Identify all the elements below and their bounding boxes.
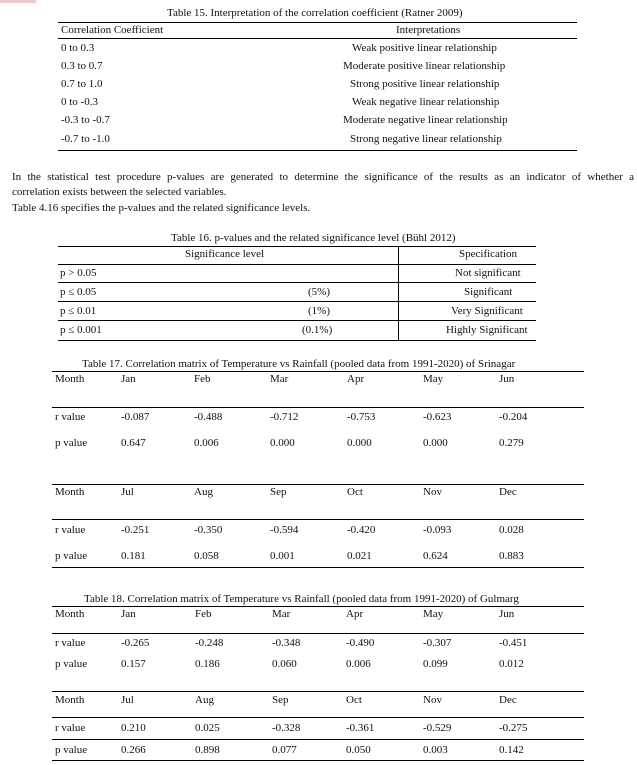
table-18-block-rule (52, 691, 584, 692)
table-18-r-value: -0.307 (423, 637, 452, 649)
table-17-r-value: -0.251 (121, 524, 150, 536)
table-17-r-value: -0.420 (347, 524, 376, 536)
table-18-r-value: -0.529 (423, 722, 452, 734)
table-17-month: Jun (499, 373, 515, 385)
table-17-p-value: 0.279 (499, 437, 524, 449)
table-17-month: Nov (423, 486, 442, 498)
table-15-coefficient: 0.7 to 1.0 (61, 78, 103, 90)
table-18-month: Sep (272, 694, 289, 706)
table-18-month-label: Month (55, 608, 85, 620)
table-16-bottom-rule (58, 340, 536, 341)
table-15-interpretation: Moderate positive linear relationship (343, 60, 506, 72)
table-18-r-value: -0.248 (195, 637, 224, 649)
table-17-bottom-rule (52, 567, 584, 568)
table-18-p-label: p value (55, 744, 88, 756)
table-15-header-rule (58, 38, 577, 39)
table-18-p-value: 0.099 (423, 658, 448, 670)
table-16-row-rule (58, 282, 536, 283)
table-16-caption: Table 16. p-values and the related significance level (Bühl 2012) (171, 232, 456, 244)
table-17-p-value: 0.058 (194, 550, 219, 562)
table-18-r-value: -0.361 (346, 722, 375, 734)
table-18-p-value: 0.012 (499, 658, 524, 670)
table-16-p-threshold: p ≤ 0.01 (60, 305, 97, 317)
table-16-percent: (0.1%) (302, 324, 333, 336)
table-18-row-rule (52, 739, 584, 740)
table-15-caption: Table 15. Interpretation of the correlation coefficient (Ratner 2009) (167, 7, 463, 19)
page-corner-mark (0, 0, 36, 3)
table-18-p-value: 0.077 (272, 744, 297, 756)
table-17-r-value: 0.028 (499, 524, 524, 536)
table-17-p-value: 0.000 (270, 437, 295, 449)
table-17-month: Mar (270, 373, 289, 385)
table-17-r-value: -0.712 (270, 411, 299, 423)
table-15-interpretation: Moderate negative linear relationship (343, 114, 508, 126)
table-18-p-value: 0.006 (346, 658, 371, 670)
table-16-specification: Highly Significant (446, 324, 528, 336)
table-15-interpretation: Weak positive linear relationship (352, 42, 497, 54)
table-17-p-value: 0.883 (499, 550, 524, 562)
table-17-p-label: p value (55, 437, 88, 449)
table-18-p-value: 0.003 (423, 744, 448, 756)
table-17-month-label: Month (55, 373, 85, 385)
table-17-month: Oct (347, 486, 363, 498)
table-18-r-label: r value (55, 722, 86, 734)
table-17-month: Jul (121, 486, 134, 498)
table-16-row-rule (58, 320, 536, 321)
table-18-p-value: 0.050 (346, 744, 371, 756)
table-17-p-value: 0.000 (347, 437, 372, 449)
table-18-bottom-rule (52, 760, 584, 761)
table-17-month: Feb (194, 373, 211, 385)
table-17-p-value: 0.006 (194, 437, 219, 449)
table-15-bottom-rule (58, 150, 577, 151)
table-16-specification: Very Significant (451, 305, 523, 317)
table-17-block-rule (52, 484, 584, 485)
table-16-p-threshold: p ≤ 0.001 (60, 324, 102, 336)
table-17-r-value: -0.093 (423, 524, 452, 536)
table-18-month: Dec (499, 694, 517, 706)
body-paragraph-line-3: Table 4.16 specifies the p-values and the related significance levels. (12, 202, 311, 214)
table-15-coefficient: 0 to 0.3 (61, 42, 95, 54)
table-17-month-label: Month (55, 486, 85, 498)
table-18-month: Jun (499, 608, 515, 620)
table-18-p-label: p value (55, 658, 88, 670)
table-15-interpretation: Strong positive linear relationship (350, 78, 500, 90)
table-17-header-rule (52, 519, 584, 520)
table-16-header-significance: Significance level (185, 248, 265, 260)
table-18-r-value: -0.328 (272, 722, 301, 734)
table-18-month: Jan (121, 608, 136, 620)
table-17-p-value: 0.647 (121, 437, 146, 449)
table-18-p-value: 0.898 (195, 744, 220, 756)
table-17-r-value: -0.594 (270, 524, 299, 536)
table-15-top-rule (58, 22, 577, 23)
table-15-header-interpretations: Interpretations (396, 24, 461, 36)
table-17-p-value: 0.000 (423, 437, 448, 449)
table-18-r-label: r value (55, 637, 86, 649)
table-18-month: Jul (121, 694, 134, 706)
table-18-r-value: -0.451 (499, 637, 528, 649)
table-16-percent: (1%) (308, 305, 330, 317)
table-15-coefficient: -0.3 to -0.7 (61, 114, 110, 126)
table-18-month: Aug (195, 694, 214, 706)
table-17-r-label: r value (55, 524, 86, 536)
table-16-percent: (5%) (308, 286, 330, 298)
table-17-r-value: -0.623 (423, 411, 452, 423)
table-17-r-value: -0.087 (121, 411, 150, 423)
body-paragraph-line-2: correlation exists between the selected variables. (12, 186, 227, 198)
table-18-month-label: Month (55, 694, 85, 706)
table-16-top-rule (58, 246, 536, 247)
table-18-r-value: -0.265 (121, 637, 150, 649)
table-17-r-value: -0.350 (194, 524, 223, 536)
table-17-p-value: 0.181 (121, 550, 146, 562)
table-18-p-value: 0.186 (195, 658, 220, 670)
table-16-column-divider (398, 246, 399, 341)
table-18-month: Apr (346, 608, 364, 620)
table-18-month: May (423, 608, 444, 620)
table-18-p-value: 0.142 (499, 744, 524, 756)
table-17-r-value: -0.488 (194, 411, 223, 423)
table-18-p-value: 0.060 (272, 658, 297, 670)
table-17-month: Aug (194, 486, 213, 498)
table-17-r-value: -0.204 (499, 411, 528, 423)
table-17-month: Sep (270, 486, 287, 498)
table-16-row-rule (58, 301, 536, 302)
table-18-r-value: 0.210 (121, 722, 146, 734)
table-17-top-rule (52, 371, 584, 372)
table-16-p-threshold: p > 0.05 (60, 267, 97, 279)
table-17-r-label: r value (55, 411, 86, 423)
table-18-r-value: 0.025 (195, 722, 220, 734)
table-18-month: Oct (346, 694, 362, 706)
table-17-p-label: p value (55, 550, 88, 562)
table-18-header-rule (52, 633, 584, 634)
table-18-r-value: -0.348 (272, 637, 301, 649)
table-17-p-value: 0.021 (347, 550, 372, 562)
table-17-month: Jan (121, 373, 136, 385)
table-18-p-value: 0.266 (121, 744, 146, 756)
table-15-header-coefficient: Correlation Coefficient (61, 24, 164, 36)
table-15-coefficient: -0.7 to -1.0 (61, 133, 110, 145)
table-18-month: Feb (195, 608, 212, 620)
table-18-p-value: 0.157 (121, 658, 146, 670)
table-17-month: Apr (347, 373, 365, 385)
body-paragraph-line-1: In the statistical test procedure p-values are generated to determine the significance of the results as an indicator of whether a (12, 171, 634, 183)
table-17-month: Dec (499, 486, 517, 498)
table-16-p-threshold: p ≤ 0.05 (60, 286, 97, 298)
table-15-interpretation: Strong negative linear relationship (350, 133, 502, 145)
table-16-header-rule (58, 264, 536, 265)
table-18-caption: Table 18. Correlation matrix of Temperature vs Rainfall (pooled data from 1991-2020) of Gulmarg (84, 593, 519, 605)
table-18-r-value: -0.490 (346, 637, 375, 649)
table-17-p-value: 0.001 (270, 550, 295, 562)
table-18-top-rule (52, 606, 584, 607)
table-16-header-specification: Specification (459, 248, 518, 260)
table-15-coefficient: 0.3 to 0.7 (61, 60, 103, 72)
table-17-p-value: 0.624 (423, 550, 448, 562)
table-17-r-value: -0.753 (347, 411, 376, 423)
table-16-specification: Not significant (455, 267, 521, 279)
table-17-month: May (423, 373, 444, 385)
table-15-interpretation: Weak negative linear relationship (352, 96, 500, 108)
table-15-coefficient: 0 to -0.3 (61, 96, 98, 108)
table-16-specification: Significant (464, 286, 513, 298)
table-18-month: Mar (272, 608, 291, 620)
table-18-month: Nov (423, 694, 442, 706)
table-17-header-rule (52, 407, 584, 408)
table-18-r-value: -0.275 (499, 722, 528, 734)
table-18-header-rule (52, 717, 584, 718)
table-17-caption: Table 17. Correlation matrix of Temperature vs Rainfall (pooled data from 1991-2020) of Srinagar (82, 358, 516, 370)
